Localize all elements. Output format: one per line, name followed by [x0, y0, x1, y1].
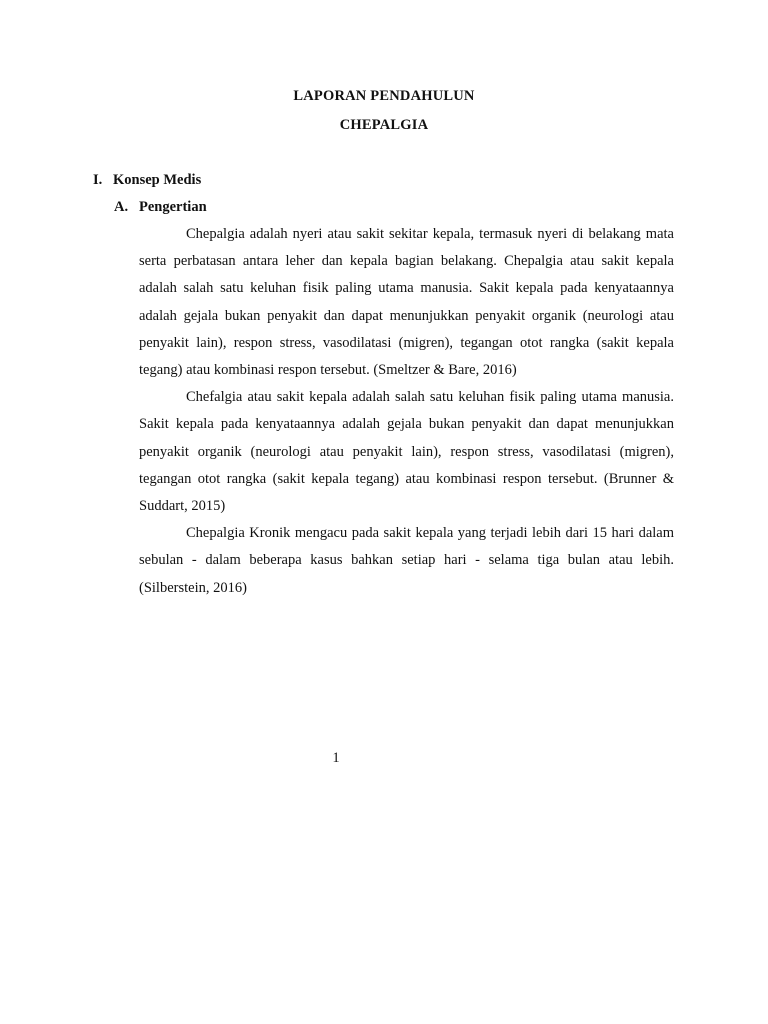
paragraph-1: Chepalgia adalah nyeri atau sakit sekitar kepala, termasuk nyeri di belakang mata serta perbatasan antara leher dan kepala bagian belakang. Chepalgia atau sakit kepala adalah salah satu keluhan fisik paling utama manusia. Sakit kepala pada kenyataannya adalah gejala bukan penyakit dan dapat menunjukkan penyakit organik (neurologi atau penyakit lain), respon stress, vasodilatasi (migren), tegangan otot rangka (sakit kepala tegang) atau kombinasi respon tersebut. (Smeltzer & Bare, 2016) — [139, 226, 674, 379]
paragraph-3: Chepalgia Kronik mengacu pada sakit kepala yang terjadi lebih dari 15 hari dalam sebulan - dalam beberapa kasus bahkan setiap hari - selama tiga bulan atau lebih. (Silberstein, 2016) — [139, 525, 674, 596]
section-number: I. — [93, 172, 103, 188]
section-heading — [93, 172, 201, 189]
paragraph-2: Chefalgia atau sakit kepala adalah salah satu keluhan fisik paling utama manusia. Sakit kepala pada kenyataannya adalah gejala bukan penyakit dan dapat menunjukkan penyakit organik (neurologi atau penyakit lain), respon stress, vasodilatasi (migren), tegangan otot rangka (sakit kepala tegang) atau kombinasi respon tersebut. (Brunner & Suddart, 2015) — [139, 389, 674, 515]
document-subtitle: CHEPALGIA — [339, 117, 429, 133]
subsection-label: Pengertian — [139, 199, 207, 215]
subsection-number: A. — [114, 199, 129, 215]
subsection-heading — [114, 199, 207, 216]
document-title: LAPORAN PENDAHULUN — [293, 88, 475, 104]
page-number: 1 — [332, 750, 340, 766]
section-label: Konsep Medis — [113, 172, 202, 188]
body-paragraphs — [139, 221, 674, 602]
